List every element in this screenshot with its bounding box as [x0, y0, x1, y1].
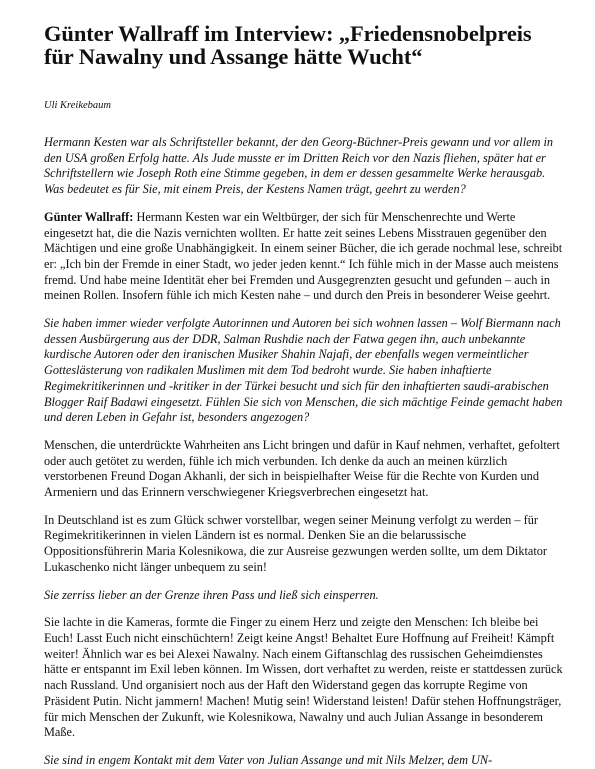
question-paragraph: Sie sind in engem Kontakt mit dem Vater von Julian Assange und mit Nils Melzer, dem UN- [44, 752, 493, 767]
question-paragraph: Sie zerriss lieber an der Grenze ihren Pass und ließ sich einsperren. [44, 587, 379, 602]
answer-paragraph: Menschen, die unterdrückte Wahrheiten ans Licht bringen und dafür in Kauf nehmen, verhaftet, gefoltert oder auch getötet zu werden, fühle ich mich verbunden. Ich denke da auch an meinen kürzlich verstorbenen Freund Dogan Akhanli, der sich in beispielhafter Weise für die Rechte von Kurden und Armeniern und das Erinnern verschwiegener Kriegsverbrechen eingesetzt hat. [44, 437, 560, 500]
question-paragraph: Hermann Kesten war als Schriftsteller bekannt, der den Georg-Büchner-Preis gewann und vor allem in den USA großen Erfolg hatte. Als Jude musste er im Dritten Reich vor den Nazis fliehen, später hat er Schriftstellern wie Joseph Roth eine Stimme gegeben, in dem er dessen gesammelte Werke herausgab. Was bedeutet es für Sie, mit einem Preis, der Kestens Namen trägt, geehrt zu werden? [44, 135, 554, 197]
speaker-label: Günter Wallraff: [44, 209, 134, 224]
article [44, 0, 564, 769]
article-author: Uli Kreikebaum [44, 100, 111, 111]
answer-paragraph [44, 210, 564, 304]
article-title: Günter Wallraff im Interview: „Friedensnobelpreis für Nawalny und Assange hätte Wucht“ [44, 21, 532, 69]
question-paragraph: Sie haben immer wieder verfolgte Autorinnen und Autoren bei sich wohnen lassen – Wolf Biermann nach dessen Ausbürgerung aus der DDR, Salman Rushdie nach der Fatwa gegen ihn, auch unbekannte kurdische Autoren oder den iranischen Musiker Shahin Najafi, der ebenfalls wegen vermeintlicher Gotteslästerung von radikalen Muslimen mit dem Tod bedroht wurde. Sie haben inhaftierte Regimekritikerinnen und -kritiker in der Türkei besucht und sich für den inhaftierten saudi-arabischen Blogger Raif Badawi eingesetzt. Fühlen Sie sich von Menschen, die sich mächtige Feinde gemacht haben und deren Leben in Gefahr ist, besonders angezogen? [44, 316, 563, 425]
answer-text: Hermann Kesten war ein Weltbürger, der sich für Menschenrechte und Werte eingesetzt hat, die die Nazis vernichten wollten. Er hatte zeit seines Lebens Misstrauen gegenüber den Mächtigen und eine große Unabhängigkeit. In einem seiner Bücher, die ich gerade nochmal lese, schreibt er: „Ich bin der Fremde in einer Stadt, wo jeder jeden kennt.“ Ich fühle mich in der Masse auch meistens fremd. Und habe meine Identität eher bei Fremden und Ausgegrenzten gesucht und gefunden – auch in meinen Rollen. Insofern fühle ich mich Kesten nahe – und durch den Preis in besonderer Weise geehrt. [44, 209, 563, 303]
answer-paragraph: In Deutschland ist es zum Glück schwer vorstellbar, wegen seiner Meinung verfolgt zu werden – für Regimekritikerinnen in vielen Ländern ist es normal. Denken Sie an die belarussische Oppositionsführerin Maria Kolesnikowa, die zur Ausreise gezwungen werden sollte, um dem Diktator Lukaschenko nicht länger unbequem zu sein! [44, 512, 548, 574]
answer-paragraph: Sie lachte in die Kameras, formte die Finger zu einem Herz und zeigte den Menschen: Ich bleibe bei Euch! Lasst Euch nicht einschüchtern! Zeigt keine Angst! Behaltet Eure Hoffnung auf Freiheit! Kämpft weiter! Ähnlich war es bei Alexei Nawalny. Nach einem Giftanschlag des russischen Geheimdienstes hätte er entspannt im Exil leben können. Im Wissen, dort verhaftet zu werden, reiste er stattdessen zurück nach Russland. Und organisiert noch aus der Haft den Widerstand gegen das korrupte Regime von Präsident Putin. Nicht jammern! Machen! Mutig sein! Widerstand leisten! Dafür stehen Hoffnungsträger, für mich Menschen der Zukunft, wie Kolesnikowa, Nawalny und auch Julian Assange in besonderem Maße. [44, 615, 563, 740]
